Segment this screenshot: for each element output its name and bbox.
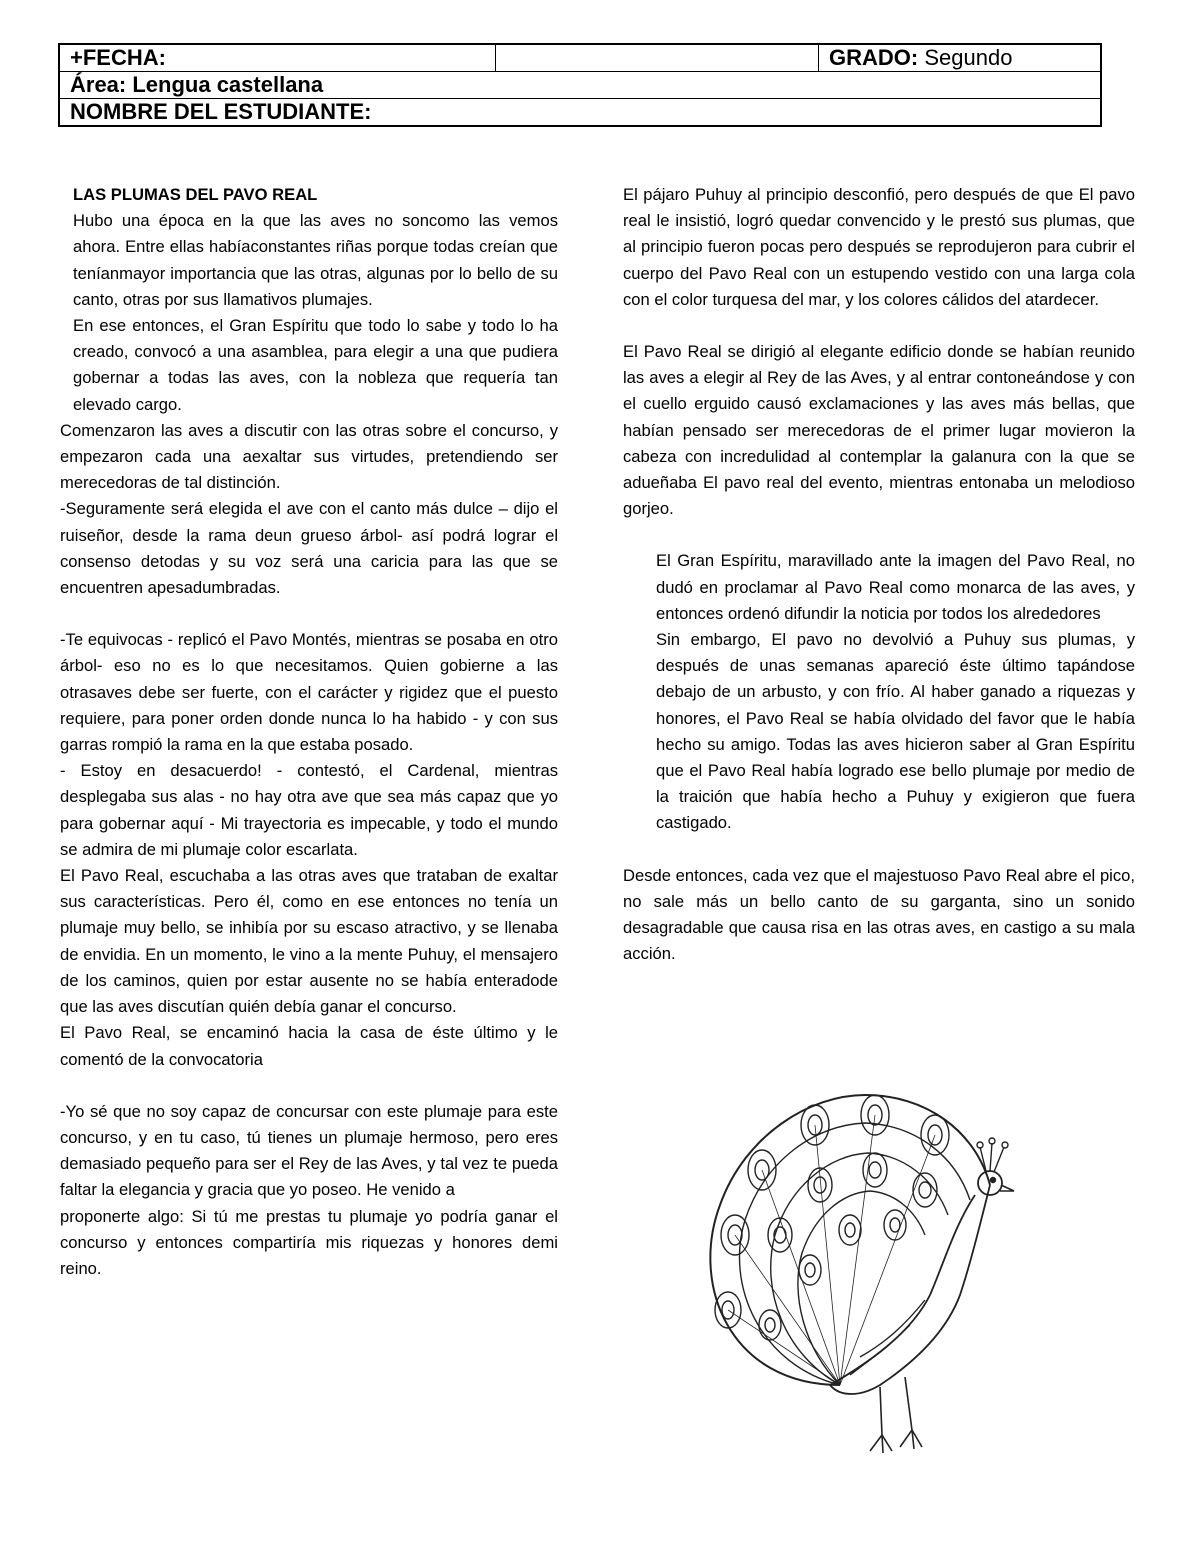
fecha-cell — [59, 44, 496, 72]
header-row-area — [59, 72, 1101, 99]
paragraph: El Pavo Real, escuchaba a las otras aves que trataban de exaltar sus características. Pero él, como en ese entonces no tenía un plumaje muy bello, se inhibía por su escaso atractivo, y se llenaba de envidia. En un momento, le vino a la mente Puhuy, el mensajero de los caminos, quien por estar ausente no se había enteradode que las aves discutían quién debía ganar el concurso. — [60, 866, 558, 1017]
header-row-nombre — [59, 99, 1101, 127]
header-table — [58, 43, 1102, 127]
grado-value: Segundo — [924, 45, 1013, 70]
tail-fan — [710, 1095, 990, 1385]
paragraph: Comenzaron las aves a discutir con las otras sobre el concurso, y empezaron cada una aexaltar sus virtudes, pretendiendo ser merecedoras de tal distinción. — [60, 420, 558, 493]
paragraph: -Seguramente será elegida el ave con el canto más dulce – dijo el ruiseñor, desde la rama deun grueso árbol- así podrá lograr el consenso detodas y su voz será una caricia para las que se encuentren apesadumbradas. — [60, 499, 558, 598]
grado-label: GRADO: — [829, 45, 919, 70]
paragraph: Hubo una época en la que las aves no soncomo las vemos ahora. Entre ellas habíaconstantes riñas porque todas creían que teníanmayor importancia que las otras, algunas por lo bello de su canto, otras por sus llamativos plumajes. — [73, 211, 558, 309]
paragraph: proponerte algo: Si tú me prestas tu plumaje yo podría ganar el concurso y entonces compartiría mis riquezas y honores demi reino. — [60, 1206, 558, 1278]
paragraph: El Pavo Real, se encaminó hacia la casa de éste último y le comentó de la convocatoria — [60, 1023, 558, 1069]
fecha-value-cell[interactable] — [496, 44, 819, 72]
grado-cell — [819, 44, 1102, 72]
area-label: Área: Lengua castellana — [59, 72, 1101, 99]
fecha-label: +FECHA: — [70, 45, 166, 70]
story-title: LAS PLUMAS DEL PAVO REAL — [73, 185, 318, 204]
paragraph: - Estoy en desacuerdo! - contestó, el Cardenal, mientras desplegaba sus alas - no hay otra ave que sea más capaz que yo para gobernar aquí - Mi trayectoria es impecable, y todo el mundo se admira de mi plumaje color escarlata. — [60, 761, 558, 859]
paragraph: El Gran Espíritu, maravillado ante la imagen del Pavo Real, no dudó en proclamar al Pavo Real como monarca de las aves, y entonces ordenó difundir la noticia por todos los alrededores — [656, 551, 1135, 623]
header-row-fecha — [59, 44, 1101, 72]
paragraph: El pájaro Puhuy al principio desconfió, pero después de que El pavo real le insistió, logró quedar convencido y le prestó sus plumas, que al principio fueron pocas pero después se reprodujeron para cubrir el cuerpo del Pavo Real con un estupendo vestido con una larga cola con el color turquesa del mar, y los colores cálidos del atardecer. — [623, 185, 1135, 309]
paragraph: -Yo sé que no soy capaz de concursar con este plumaje para este concurso, y en tu caso, tú tienes un plumaje hermoso, pero eres demasiado pequeño para ser el Rey de las Aves, y tal vez te pueda faltar la elegancia y gracia que yo poseo. He venido a — [60, 1101, 558, 1200]
peacock-illustration — [690, 1085, 1035, 1475]
paragraph: -Te equivocas - replicó el Pavo Montés, mientras se posaba en otro árbol- eso no es lo que necesitamos. Quien gobierne a las otrasaves debe ser fuerte, con el carácter y rigidez que el puesto requiere, para poner orden donde nunca lo ha habido - y con sus garras rompió la rama en la que estaba posado. — [60, 630, 558, 755]
paragraph: Sin embargo, El pavo no devolvió a Puhuy sus plumas, y después de unas semanas apareció éste último tapándose debajo de un arbusto, y con frío. Al haber ganado a riquezas y honores, el Pavo Real se había olvidado del favor que le había hecho su amigo. Todas las aves hicieron saber al Gran Espíritu que el Pavo Real había logrado ese bello plumaje por medio de la traición que había hecho a Puhuy y exigieron que fuera castigado. — [656, 630, 1135, 833]
paragraph: En ese entonces, el Gran Espíritu que todo lo sabe y todo lo ha creado, convocó a una asamblea, para elegir a una que pudiera gobernar a todas las aves, con la nobleza que requería tan elevado cargo. — [73, 316, 558, 414]
paragraph: Desde entonces, cada vez que el majestuoso Pavo Real abre el pico, no sale más un bello canto de su garganta, sino un sonido desagradable que causa risa en las otras aves, en castigo a su mala acción. — [623, 865, 1135, 964]
indented-block — [623, 548, 1135, 836]
intro-block — [60, 182, 558, 418]
peacock-body — [830, 1138, 1014, 1453]
paragraph: El Pavo Real se dirigió al elegante edificio donde se habían reunido las aves a elegir al Rey de las Aves, y al entrar contoneándose y con el cuello erguido causó exclamaciones y las aves más bellas, que habían pensado ser merecedoras de el primer lugar movieron la cabeza con incredulidad al contemplar la galanura con la que se adueñaba El pavo real del evento, mientras entonaba un melodioso gorjeo. — [623, 342, 1135, 519]
nombre-label: NOMBRE DEL ESTUDIANTE: — [59, 99, 1101, 127]
left-column — [60, 182, 558, 1282]
right-column — [623, 182, 1135, 967]
